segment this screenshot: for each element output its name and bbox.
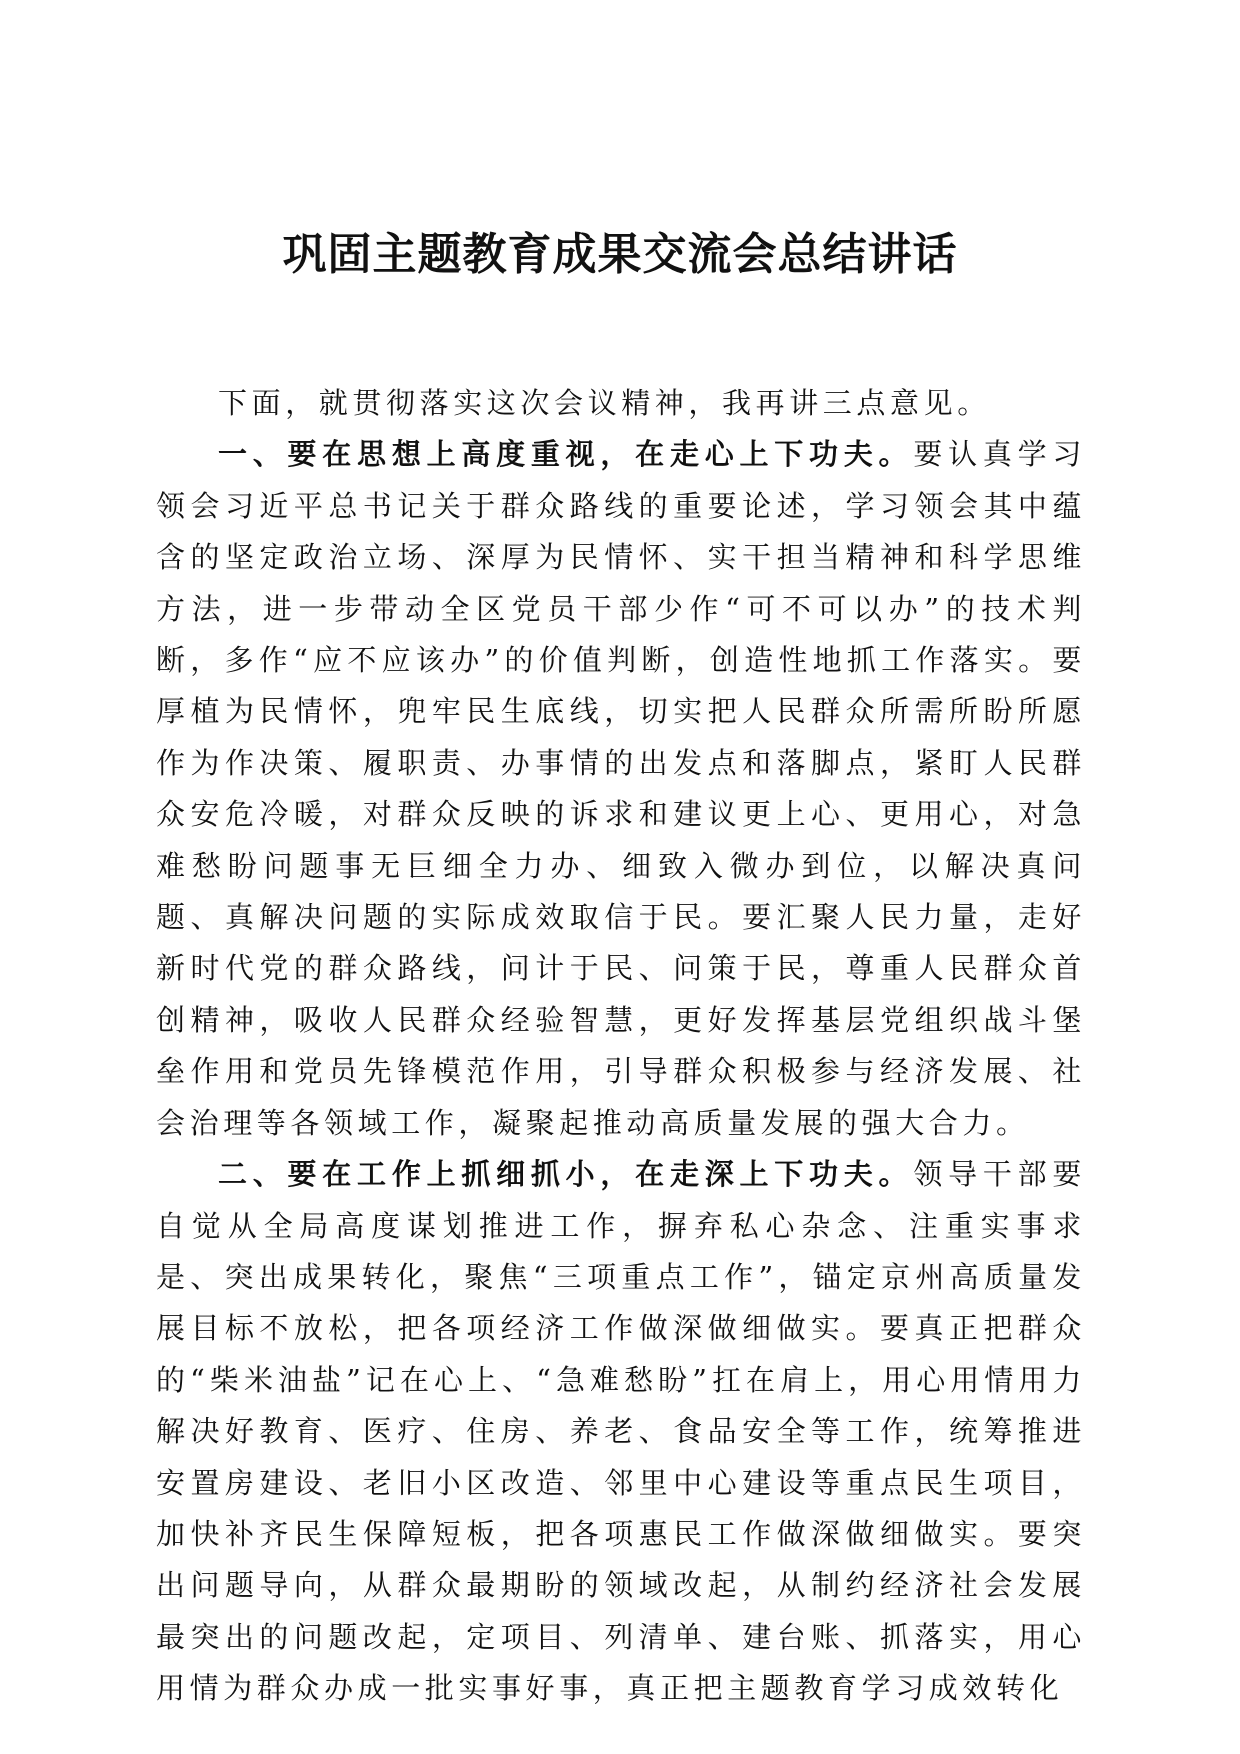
document-title: 巩固主题教育成果交流会总结讲话: [282, 229, 958, 280]
point-one-text: 要认真学习领会习近平总书记关于群众路线的重要论述，学习领会其中蕴含的坚定政治立场、深厚为民情怀、实干担当精神和科学思维方法，进一步带动全区党员干部少作“可不可以办”的技术判断，多作“应不应该办”的价值判断，创造性地抓工作落实。要厚植为民情怀，兜牢民生底线，切实把人民群众所需所盼所愿作为作决策、履职责、办事情的出发点和落脚点，紧盯人民群众安危冷暖，对群众反映的诉求和建议更上心、更用心，对急难愁盼问题事无巨细全力办、细致入微办到位，以解决真问题、真解决问题的实际成效取信于民。要汇聚人民力量，走好新时代党的群众路线，问计于民、问策于民，尊重人民群众首创精神，吸收人民群众经验智慧，更好发挥基层党组织战斗堡垒作用和党员先锋模范作用，引导群众积极参与经济发展、社会治理等各领域工作，凝聚起推动高质量发展的强大合力。: [156, 437, 1086, 1140]
paragraph-point-two: [156, 1149, 1086, 1714]
document-body: [156, 378, 1086, 1715]
paragraph-point-one: [156, 429, 1086, 1149]
point-one-heading: 一、要在思想上高度重视，在走心上下功夫。: [218, 437, 914, 472]
paragraph-intro: [156, 378, 1086, 429]
paragraph-intro-text: 下面，就贯彻落实这次会议精神，我再讲三点意见。: [218, 386, 991, 420]
point-two-text: 领导干部要自觉从全局高度谋划推进工作，摒弃私心杂念、注重实事求是、突出成果转化，聚焦“三项重点工作”，锚定京州高质量发展目标不放松，把各项经济工作做深做细做实。要真正把群众的“柴米油盐”记在心上、“急难愁盼”扛在肩上，用心用情用力解决好教育、医疗、住房、养老、食品安全等工作，统筹推进安置房建设、老旧小区改造、邻里中心建设等重点民生项目，加快补齐民生保障短板，把各项惠民工作做深做细做实。要突出问题导向，从群众最期盼的领域改起，从制约经济社会发展最突出的问题改起，定项目、列清单、建台账、抓落实，用心用情为群众办成一批实事好事，真正把主题教育学习成效转化: [156, 1157, 1086, 1706]
point-two-heading: 二、要在工作上抓细抓小，在走深上下功夫。: [218, 1157, 914, 1192]
